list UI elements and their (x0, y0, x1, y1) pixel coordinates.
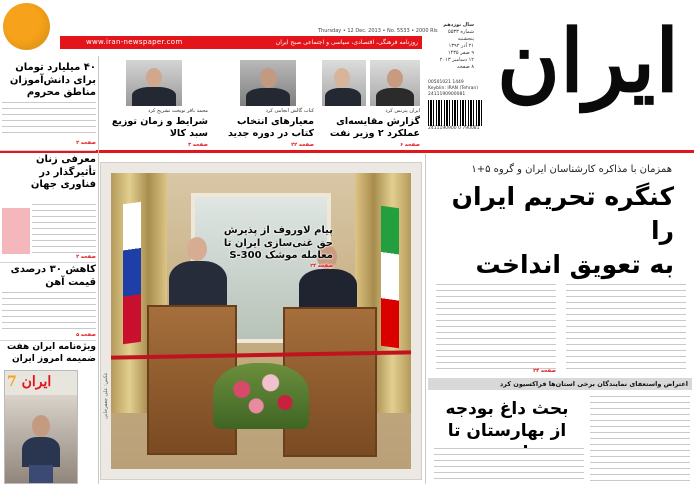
story-title[interactable]: گزارش مقایسه‌ای عملکرد ۲ وزیر نفت (329, 116, 420, 139)
masthead-bar (60, 36, 422, 49)
overlay-line: معامله موشک S-300 (229, 250, 333, 261)
story-caption: محمد باقر نوبخت تشریح کرد (148, 108, 208, 114)
issue-detail: ۹ صفر ۱۴۳۵ (447, 50, 474, 56)
story-page: صفحه ۵ (76, 332, 96, 338)
story-page: صفحه ۲ (76, 254, 96, 260)
headline-line: کنگره تحریم ایران را (451, 182, 674, 245)
flowers (213, 363, 309, 429)
top-story[interactable] (100, 58, 210, 148)
story-page: صفحه ۲۲ (291, 142, 314, 148)
story-photo (240, 60, 296, 106)
story-caption: ایران پترنس کرد (385, 108, 420, 114)
person-suit (299, 269, 357, 309)
story-page: صفحه ۳ (188, 142, 208, 148)
site-url[interactable]: www.iran-newspaper.com (86, 38, 183, 46)
photo-overlay-headline[interactable] (213, 225, 333, 270)
story-photo (370, 60, 420, 106)
magazine-number: 7 (7, 374, 17, 390)
headline-line: از بهارستان تا (447, 421, 567, 441)
story-page: صفحه ۶ (400, 142, 420, 148)
barcode-label: Keyblin: IRAN (Tehran) (428, 86, 479, 91)
issue-detail: ۸ صفحه (457, 64, 474, 70)
story-title[interactable]: شرایط و زمان توزیع سبد کالا (111, 116, 208, 139)
masthead-rule (0, 150, 694, 153)
newspaper-logo: ایران (496, 11, 680, 112)
barcode-icon (428, 100, 482, 126)
story-photo (322, 60, 366, 106)
russia-flag (123, 202, 141, 345)
article-text (2, 102, 96, 138)
supplement-title[interactable]: ویژه‌نامه ایران هفت ضمیمه امروز ایران (6, 342, 96, 364)
story-caption: کتاب گالش انجامی کرد (265, 108, 314, 114)
lead-kicker: همزمان با مذاکره کارشناسان ایران و گروه ۵+۱ (471, 164, 672, 175)
issue-detail: سال نوزدهم (443, 22, 474, 28)
overlay-line: حق غنی‌سازی ایران تا (223, 237, 333, 249)
magazine-title: ایران (21, 374, 52, 390)
sidebar-story-title[interactable]: کاهش ۳۰ درصدی قیمت آهن (10, 264, 96, 288)
sidebar-story-title[interactable]: معرفی زنان تأثیرگذار در فناوری جهان (30, 154, 96, 190)
second-article-text (590, 396, 690, 484)
issue-line: Thursday • 12 Dec. 2013 • No. 5533 • 2000 Rls (318, 28, 438, 34)
edition-badge (3, 3, 50, 50)
overlay-line: پیام لاوروف از پذیرش (223, 225, 333, 236)
sidebar-story-title[interactable]: ۴۰ میلیارد تومان برای دانش‌آموزان مناطق محروم (9, 62, 96, 98)
story-photo (126, 60, 182, 106)
story-page: صفحه ۲ (76, 140, 96, 146)
barcode-bottom: 2411190900 0 790081 (428, 126, 480, 131)
headline-line: بحث داغ بودجه (445, 399, 569, 419)
photo-credit: عکس: علی جعفرخانی (103, 372, 109, 419)
lead-page: صفحه ۲۴ (533, 368, 556, 374)
issue-detail: شماره ۵۵۳۳ (448, 29, 474, 35)
lead-photo (100, 162, 422, 480)
overlay-page: صفحه ۲۴ (310, 262, 333, 269)
lead-article-text (436, 284, 556, 374)
article-text (2, 292, 96, 332)
article-teaser-graphic (2, 208, 30, 254)
article-text (32, 204, 96, 256)
cover-portrait (32, 415, 50, 437)
second-kicker-bar (428, 378, 692, 390)
person-head (187, 237, 207, 261)
second-article-text (434, 448, 584, 484)
issue-detail: ۲۱ آذر ۱۳۹۲ (448, 43, 474, 49)
barcode-top: 00501021 1449 (428, 80, 464, 85)
story-title[interactable]: معیارهای انتخاب کتاب در دوره جدید (227, 116, 314, 139)
iran-flag (381, 206, 399, 349)
tagline: روزنامه فرهنگی، اقتصادی، سیاسی و اجتماعی صبح ایران (275, 39, 418, 46)
issue-detail: پنجشنبه (457, 36, 474, 42)
supplement-cover[interactable] (4, 370, 78, 484)
headline-line: به تعویق انداخت (475, 250, 674, 279)
sidebar (0, 58, 98, 484)
top-story[interactable] (212, 58, 316, 148)
top-story[interactable] (318, 58, 422, 148)
lead-headline[interactable] (424, 180, 674, 282)
lead-article-text (566, 284, 686, 374)
issue-detail: ۱۲ دسامبر ۲۰۱۳ (439, 57, 474, 63)
magazine-logo (7, 372, 77, 392)
second-kicker: اعتراض واستعفای نمایندگان برخی استان‌ها فراکسیون کرد (499, 380, 688, 388)
issue-details (424, 22, 474, 74)
barcode-digits: 2411190900081 (428, 92, 466, 97)
barcode-block (428, 80, 484, 146)
column-divider (98, 56, 99, 484)
